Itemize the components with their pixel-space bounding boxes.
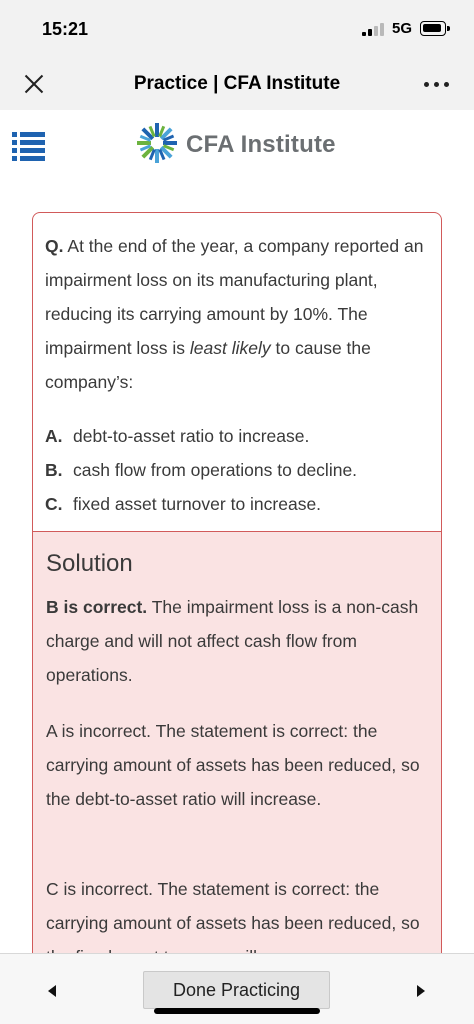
solution-correct-text: The impairment loss is a non-cash charge and will not affect cash flow from operations. — [46, 597, 419, 685]
hamburger-menu-icon[interactable] — [12, 128, 46, 162]
logo-text: CFA Institute — [186, 131, 336, 158]
right-arrow-icon[interactable] — [417, 985, 425, 997]
app-header — [0, 110, 474, 180]
solution-title: Solution — [46, 550, 133, 577]
solution-c-paragraph: C is incorrect. The statement is correct: the carrying amount of assets has been reduced, so — [46, 879, 420, 933]
cfa-globe-icon — [134, 120, 180, 166]
cfa-logo[interactable] — [134, 120, 344, 168]
solution-panel — [33, 531, 442, 972]
question-body-part2: to cause the company’s: — [45, 338, 371, 392]
question-emphasis: least likely — [189, 338, 271, 358]
solution-correct-label: B is correct. — [46, 597, 148, 617]
page-title: Practice | CFA Institute — [133, 73, 341, 94]
solution-a-paragraph: A is incorrect. The statement is correct: the carrying amount of assets has been reduced, so the debt-to-asset ratio will increase. — [46, 721, 420, 809]
option-text: cash flow from operations to decline. — [73, 460, 358, 480]
option-letter: C. — [45, 494, 63, 514]
option-text: fixed asset turnover to increase. — [73, 494, 322, 514]
battery-icon — [420, 21, 446, 36]
solution-correct-paragraph — [46, 590, 431, 692]
option-a[interactable] — [45, 419, 430, 453]
done-practicing-button[interactable]: Done Practicing — [143, 971, 330, 1009]
option-letter: A. — [45, 426, 63, 446]
signal-icon — [362, 22, 384, 36]
answer-options — [45, 419, 430, 521]
question-body-part1: At the end of the year, a company reported an impairment loss on its manufacturing plant, reducing its carrying amount by 10%. The impairment loss is — [45, 236, 424, 358]
more-icon[interactable] — [424, 82, 454, 88]
status-time: 15:21 — [42, 19, 89, 39]
question-text — [45, 229, 430, 399]
option-b[interactable] — [45, 453, 430, 487]
option-letter: B. — [45, 460, 63, 480]
option-c[interactable] — [45, 487, 430, 521]
question-card — [32, 212, 442, 972]
home-indicator — [154, 1008, 320, 1014]
network-label: 5G — [392, 20, 413, 37]
question-prefix: Q. — [45, 236, 64, 256]
status-bar — [0, 0, 474, 58]
option-text: debt-to-asset ratio to increase. — [73, 426, 310, 446]
left-arrow-icon[interactable] — [48, 985, 56, 997]
browser-nav-bar — [0, 58, 474, 110]
